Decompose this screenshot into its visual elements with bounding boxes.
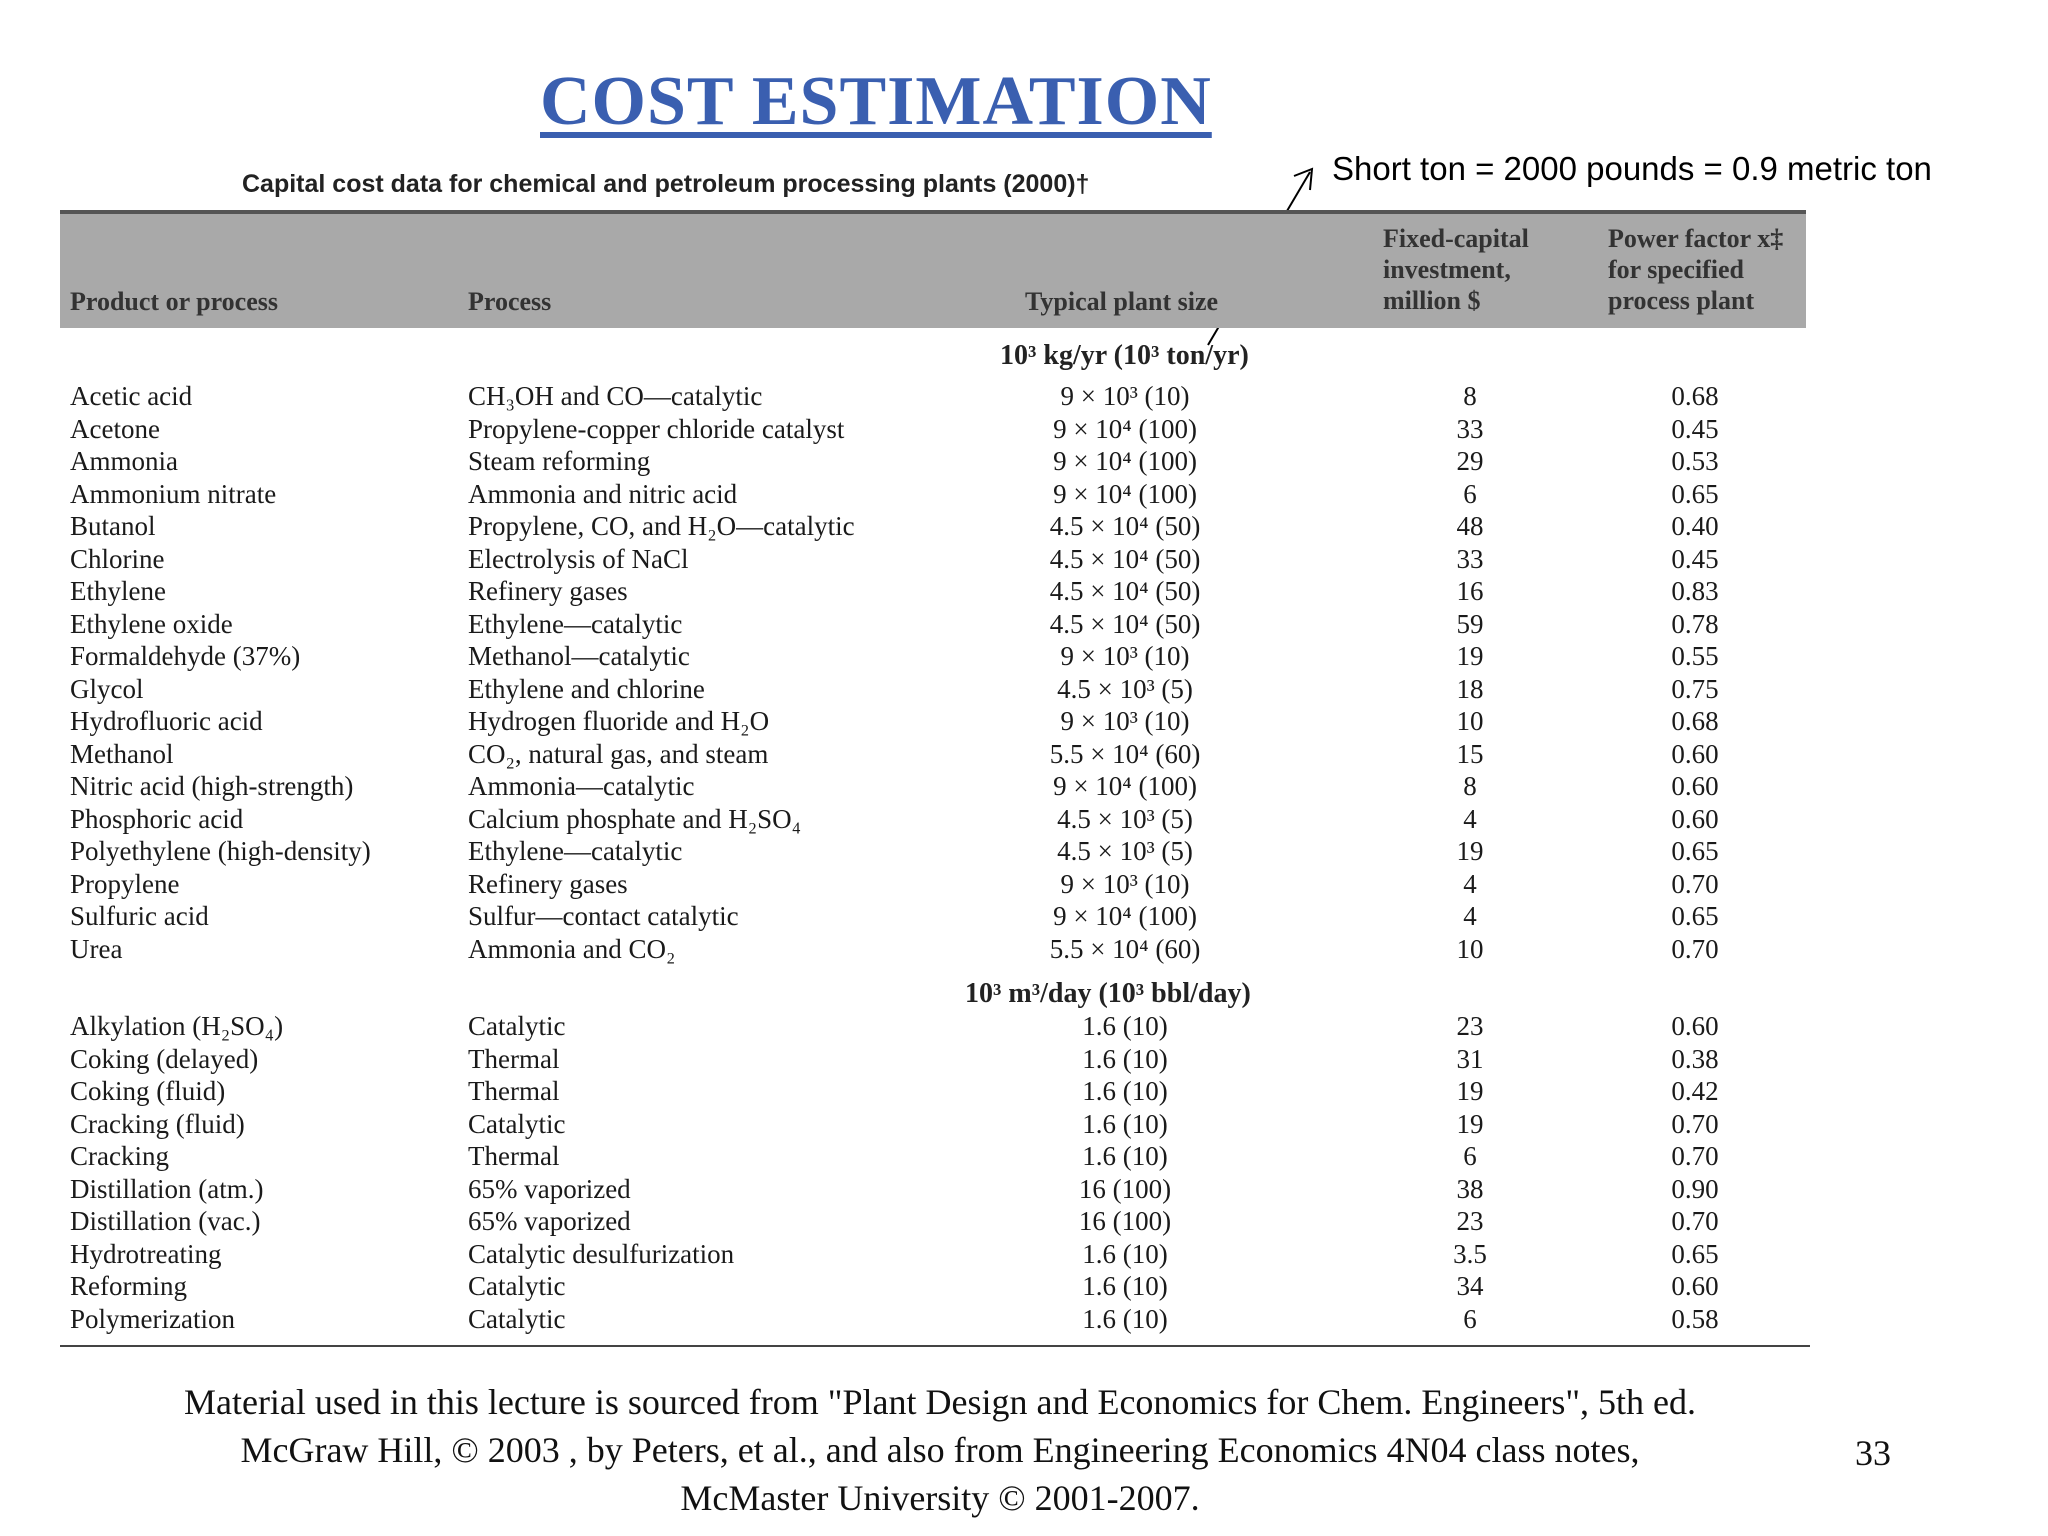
section-heading-m3-day: 10³ m³/day (10³ bbl/day) (965, 978, 1251, 1009)
cell-process: CO₂, natural gas, and steam (468, 738, 769, 769)
cell-plant-size: 1.6 (10) (1082, 1238, 1168, 1269)
cell-plant-size: 9 × 10⁴ (100) (1053, 901, 1197, 931)
cell-power-factor: 0.70 (1671, 1206, 1719, 1236)
table-row (0, 1010, 2048, 1042)
cell-product: Glycol (70, 673, 144, 704)
table-row (0, 1140, 2048, 1172)
table-row (0, 673, 2048, 705)
cell-process: Sulfur—contact catalytic (468, 901, 739, 931)
table-row (0, 1238, 2048, 1270)
cell-power-factor: 0.55 (1671, 641, 1719, 671)
cell-plant-size: 4.5 × 10⁴ (50) (1049, 543, 1201, 574)
cell-plant-size: 4.5 × 10⁴ (50) (1049, 576, 1201, 606)
cell-process: Ammonia and CO₂ (468, 933, 676, 964)
cell-plant-size: 9 × 10³ (10) (1060, 868, 1190, 899)
cell-process: Catalytic (468, 1011, 566, 1041)
table-row (0, 1173, 2048, 1205)
cell-investment: 6 (1463, 1141, 1477, 1171)
cell-product: Ethylene (70, 576, 166, 606)
table-row (0, 1205, 2048, 1237)
cell-investment: 19 (1456, 1076, 1484, 1106)
cell-process: Ammonia and nitric acid (468, 478, 738, 509)
cell-plant-size: 9 × 10³ (10) (1060, 641, 1190, 671)
cell-product: Distillation (vac.) (70, 1206, 261, 1236)
cell-plant-size: 5.5 × 10⁴ (60) (1049, 933, 1201, 964)
cell-plant-size: 4.5 × 10⁴ (50) (1049, 608, 1201, 639)
table-row (0, 770, 2048, 802)
cell-process: CH₃OH and CO—catalytic (468, 381, 763, 411)
cell-plant-size: 1.6 (10) (1082, 1011, 1168, 1041)
cell-power-factor: 0.60 (1671, 771, 1719, 801)
cell-process: Propylene, CO, and H₂O—catalytic (468, 511, 855, 541)
cell-product: Alkylation (H₂SO₄) (70, 1011, 284, 1041)
cell-product: Phosphoric acid (70, 803, 244, 834)
cell-plant-size: 5.5 × 10⁴ (60) (1049, 738, 1201, 769)
short-ton-annotation: Short ton = 2000 pounds = 0.9 metric ton (1332, 150, 1932, 187)
cell-process: 65% vaporized (468, 1173, 631, 1204)
cell-process: Steam reforming (468, 446, 651, 476)
header-power-factor: Power factor x‡ for specified process plant (1608, 224, 1784, 315)
slide-title: COST ESTIMATION (540, 63, 1212, 140)
cell-investment: 4 (1463, 868, 1477, 899)
cell-product: Nitric acid (high-strength) (70, 771, 354, 801)
cell-product: Ammonia (70, 446, 178, 476)
cell-investment: 10 (1456, 933, 1484, 964)
cell-process: Electrolysis of NaCl (468, 543, 689, 574)
cell-process: Thermal (468, 1076, 560, 1106)
cell-investment: 6 (1463, 478, 1477, 509)
cell-process: Thermal (468, 1141, 560, 1171)
cell-investment: 29 (1456, 446, 1484, 476)
table-row (0, 575, 2048, 607)
cell-plant-size: 4.5 × 10³ (5) (1057, 803, 1193, 834)
cell-plant-size: 1.6 (10) (1082, 1303, 1168, 1334)
cell-product: Distillation (atm.) (70, 1173, 264, 1204)
cell-product: Hydrotreating (70, 1238, 222, 1269)
table-row (0, 900, 2048, 932)
cell-power-factor: 0.70 (1671, 1141, 1719, 1171)
cell-process: Methanol—catalytic (468, 641, 690, 671)
cell-power-factor: 0.83 (1671, 576, 1719, 606)
cell-power-factor: 0.42 (1671, 1076, 1719, 1106)
cell-process: Catalytic (468, 1271, 566, 1301)
cell-plant-size: 9 × 10⁴ (100) (1053, 413, 1197, 444)
cell-investment: 10 (1456, 706, 1484, 736)
cell-product: Reforming (70, 1271, 187, 1301)
cell-investment: 3.5 (1453, 1238, 1487, 1269)
cell-process: Ethylene—catalytic (468, 836, 683, 866)
cell-investment: 33 (1456, 413, 1484, 444)
table-row (0, 738, 2048, 770)
cell-investment: 19 (1456, 836, 1484, 866)
table-row (0, 510, 2048, 542)
cell-plant-size: 1.6 (10) (1082, 1271, 1168, 1301)
cell-plant-size: 4.5 × 10³ (5) (1057, 836, 1193, 866)
header-product: Product or process (70, 287, 278, 316)
table-row (0, 835, 2048, 867)
table-header (60, 210, 1806, 328)
table-caption: Capital cost data for chemical and petroleum processing plants (2000)† (242, 170, 1090, 198)
cell-power-factor: 0.78 (1671, 608, 1719, 639)
table-row (0, 608, 2048, 640)
cell-product: Acetic acid (70, 381, 193, 411)
cell-plant-size: 1.6 (10) (1082, 1076, 1168, 1106)
table-row (0, 868, 2048, 900)
cell-product: Cracking (70, 1141, 169, 1171)
table-row (0, 705, 2048, 737)
cell-plant-size: 16 (100) (1078, 1206, 1172, 1236)
table-bottom-rule (60, 1345, 1810, 1347)
cell-product: Butanol (70, 511, 156, 541)
cell-product: Urea (70, 933, 123, 964)
cell-process: Catalytic (468, 1303, 566, 1334)
table-row (0, 933, 2048, 965)
cell-plant-size: 1.6 (10) (1082, 1043, 1168, 1074)
cell-power-factor: 0.38 (1671, 1043, 1719, 1074)
cell-plant-size: 1.6 (10) (1082, 1141, 1168, 1171)
cell-process: Ethylene—catalytic (468, 608, 683, 639)
cell-process: Ethylene and chlorine (468, 673, 705, 704)
cell-investment: 4 (1463, 803, 1477, 834)
cell-power-factor: 0.45 (1671, 543, 1719, 574)
cell-plant-size: 4.5 × 10³ (5) (1057, 673, 1193, 704)
cell-process: Ammonia—catalytic (468, 771, 695, 801)
cell-product: Hydrofluoric acid (70, 706, 263, 736)
cell-power-factor: 0.65 (1671, 1238, 1719, 1269)
cell-power-factor: 0.53 (1671, 446, 1719, 476)
cell-power-factor: 0.75 (1671, 673, 1719, 704)
cell-investment: 16 (1456, 576, 1484, 606)
page-number: 33 (1855, 1433, 1891, 1473)
cell-investment: 33 (1456, 543, 1484, 574)
cell-product: Methanol (70, 738, 174, 769)
cell-investment: 15 (1456, 738, 1484, 769)
cell-product: Sulfuric acid (70, 901, 209, 931)
cell-power-factor: 0.70 (1671, 868, 1719, 899)
footer-credit: Material used in this lecture is sourced from "Plant Design and Economics for Chem. Engineers", 5th ed. McGraw Hill, © 2003 , by Peters, et al., and also from Engineering Economics 4N04 class notes, McMaster University © 2001-2007. (183, 1382, 1697, 1518)
cell-power-factor: 0.65 (1671, 478, 1719, 509)
table-row (0, 380, 2048, 412)
cell-process: 65% vaporized (468, 1206, 631, 1236)
cell-investment: 8 (1463, 771, 1477, 801)
cell-product: Polymerization (70, 1303, 235, 1334)
cell-process: Thermal (468, 1043, 560, 1074)
header-investment: Fixed-capital investment, million $ (1383, 224, 1529, 315)
cell-plant-size: 1.6 (10) (1082, 1108, 1168, 1139)
table-row (0, 413, 2048, 445)
table-row (0, 1303, 2048, 1335)
table-row (0, 1108, 2048, 1140)
cell-plant-size: 4.5 × 10⁴ (50) (1049, 511, 1201, 541)
cell-power-factor: 0.65 (1671, 836, 1719, 866)
cell-investment: 18 (1456, 673, 1484, 704)
cell-product: Ethylene oxide (70, 608, 233, 639)
cell-product: Coking (fluid) (70, 1076, 226, 1106)
table-row (0, 803, 2048, 835)
cell-plant-size: 9 × 10⁴ (100) (1053, 771, 1197, 801)
cell-power-factor: 0.60 (1671, 738, 1719, 769)
cell-investment: 6 (1463, 1303, 1477, 1334)
cell-product: Cracking (fluid) (70, 1108, 245, 1139)
section-heading-kg-yr: 10³ kg/yr (10³ ton/yr) (1000, 340, 1249, 371)
cell-investment: 19 (1456, 641, 1484, 671)
cell-power-factor: 0.70 (1671, 933, 1719, 964)
cell-product: Chlorine (70, 543, 165, 574)
cell-investment: 48 (1456, 511, 1484, 541)
cell-plant-size: 9 × 10⁴ (100) (1053, 446, 1197, 476)
cell-power-factor: 0.60 (1671, 1011, 1719, 1041)
cell-process: Calcium phosphate and H₂SO₄ (468, 803, 802, 834)
cell-power-factor: 0.58 (1671, 1303, 1719, 1334)
cell-investment: 19 (1456, 1108, 1484, 1139)
cell-process: Hydrogen fluoride and H₂O (468, 706, 770, 736)
cell-investment: 4 (1463, 901, 1477, 931)
cell-product: Coking (delayed) (70, 1043, 259, 1074)
table-row (0, 1043, 2048, 1075)
cell-investment: 23 (1456, 1011, 1484, 1041)
cell-power-factor: 0.70 (1671, 1108, 1719, 1139)
cell-investment: 59 (1456, 608, 1484, 639)
cell-investment: 8 (1463, 381, 1477, 411)
cell-product: Polyethylene (high-density) (70, 836, 371, 866)
cell-power-factor: 0.60 (1671, 1271, 1719, 1301)
cell-product: Propylene (70, 868, 180, 899)
table-row (0, 1075, 2048, 1107)
table-row (0, 478, 2048, 510)
table-row (0, 1270, 2048, 1302)
header-size: Typical plant size (1025, 287, 1219, 316)
table-row (0, 640, 2048, 672)
cell-power-factor: 0.45 (1671, 413, 1719, 444)
cell-product: Ammonium nitrate (70, 478, 277, 509)
table-row (0, 445, 2048, 477)
cell-process: Propylene-copper chloride catalyst (468, 413, 845, 444)
cell-process: Refinery gases (468, 868, 628, 899)
cell-investment: 23 (1456, 1206, 1484, 1236)
cell-process: Catalytic desulfurization (468, 1238, 735, 1269)
cell-power-factor: 0.68 (1671, 706, 1719, 736)
cell-process: Refinery gases (468, 576, 628, 606)
cell-plant-size: 16 (100) (1078, 1173, 1172, 1204)
cell-power-factor: 0.90 (1671, 1173, 1719, 1204)
cell-plant-size: 9 × 10³ (10) (1060, 706, 1190, 736)
cell-power-factor: 0.40 (1671, 511, 1719, 541)
cell-plant-size: 9 × 10³ (10) (1060, 381, 1190, 411)
table-row (0, 543, 2048, 575)
cell-investment: 34 (1456, 1271, 1484, 1301)
cell-investment: 31 (1456, 1043, 1484, 1074)
cell-power-factor: 0.65 (1671, 901, 1719, 931)
cell-power-factor: 0.68 (1671, 381, 1719, 411)
cell-process: Catalytic (468, 1108, 566, 1139)
cell-investment: 38 (1456, 1173, 1484, 1204)
cell-product: Acetone (70, 413, 160, 444)
cell-power-factor: 0.60 (1671, 803, 1719, 834)
cell-product: Formaldehyde (37%) (70, 641, 301, 671)
header-process: Process (468, 287, 552, 316)
cell-plant-size: 9 × 10⁴ (100) (1053, 478, 1197, 509)
